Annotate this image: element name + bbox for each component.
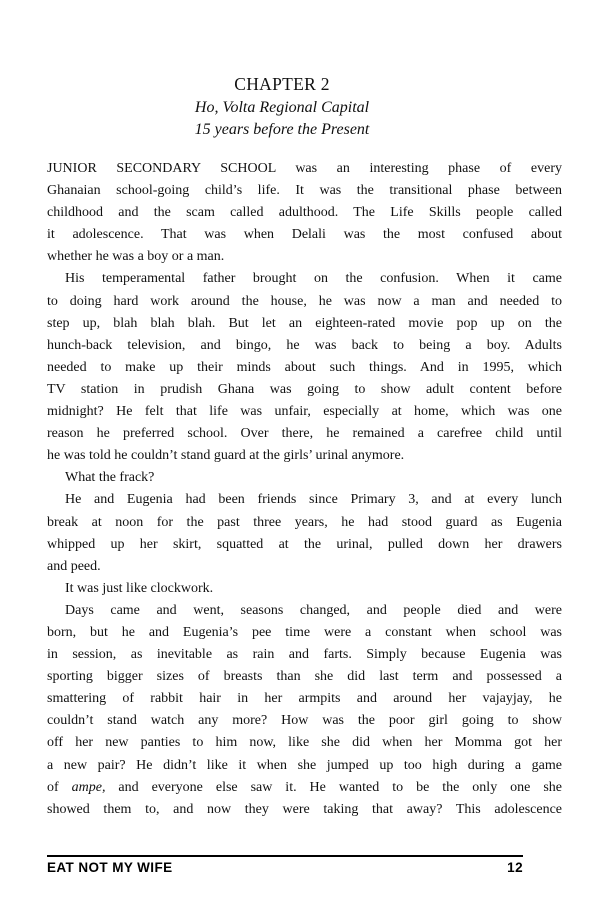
body-line: hunch-back television, and bingo, he was back to being a boy. Adults — [47, 337, 562, 353]
body-line: it adolescence. That was when Delali was the most confused about — [47, 227, 562, 243]
chapter-heading — [47, 71, 517, 141]
body-line: born, but he and Eugenia’s pee time were a constant when school was — [47, 624, 562, 640]
chapter-subtitle-location: Ho, Volta Regional Capital — [194, 99, 370, 116]
body-line: in session, as inevitable as rain and farts. Simply because Eugenia was — [47, 647, 562, 663]
page-footer — [47, 860, 523, 875]
body-line: sporting bigger sizes of breasts than she did last term and possessed a — [47, 669, 562, 685]
body-text — [47, 158, 562, 821]
body-line: whether he was a boy or a man. — [47, 249, 225, 265]
body-line: He and Eugenia had been friends since Primary 3, and at every lunch — [65, 492, 562, 508]
page-number: 12 — [507, 860, 523, 875]
footer-rule — [47, 855, 523, 857]
paragraph — [47, 158, 562, 268]
body-line: childhood and the scam called adulthood. The Life Skills people called — [47, 205, 562, 221]
body-line: to doing hard work around the house, he was now a man and needed to — [47, 293, 562, 309]
body-line: whipped up her skirt, squatted at the urinal, pulled down her drawers — [47, 536, 562, 552]
body-line: step up, blah blah blah. But let an eighteen-rated movie pop up on the — [47, 315, 562, 331]
body-line: showed them to, and now they were taking that away? This adolescence — [47, 801, 562, 817]
body-line — [47, 777, 562, 799]
text-segment: of — [47, 779, 72, 795]
running-title: EAT NOT MY WIFE — [47, 860, 173, 875]
italic-term: ampe, — [71, 779, 106, 795]
body-line: smattering of rabbit hair in her armpits and around her vajayjay, he — [47, 691, 562, 707]
body-line: and peed. — [47, 558, 101, 574]
chapter-title: CHAPTER 2 — [234, 74, 330, 94]
body-line: Days came and went, seasons changed, and people died and were — [65, 602, 562, 618]
paragraph — [47, 489, 562, 577]
paragraph — [47, 600, 562, 821]
body-line: JUNIOR SECONDARY SCHOOL was an interesting phase of every — [47, 161, 562, 176]
paragraph — [47, 467, 562, 489]
body-line: a new pair? He didn’t like it when she jumped up too high during a game — [47, 757, 562, 773]
body-line: What the frack? — [65, 470, 155, 486]
chapter-subtitle-time: 15 years before the Present — [194, 121, 370, 138]
paragraph — [47, 578, 562, 600]
body-line: off her new panties to him now, like she did when her Momma got her — [47, 735, 562, 751]
body-line: needed to make up their minds about such things. And in 1995, which — [47, 359, 562, 375]
paragraph — [47, 268, 562, 467]
body-line: couldn’t stand watch any more? How was the poor girl going to show — [47, 713, 562, 729]
body-line: It was just like clockwork. — [65, 580, 214, 596]
body-line: he was told he couldn’t stand guard at the girls’ urinal anymore. — [47, 448, 405, 464]
body-line: His temperamental father brought on the confusion. When it came — [65, 271, 562, 287]
body-line: reason he preferred school. Over there, he remained a carefree child until — [47, 426, 562, 442]
body-line: TV station in prudish Ghana was going to show adult content before — [47, 381, 562, 397]
body-line: break at noon for the past three years, he had stood guard as Eugenia — [47, 514, 562, 530]
body-line: midnight? He felt that life was unfair, especially at home, which was one — [47, 404, 562, 420]
body-line: Ghanaian school-going child’s life. It was the transitional phase between — [47, 183, 562, 199]
text-segment: and everyone else saw it. He wanted to be the only one she — [105, 779, 562, 795]
